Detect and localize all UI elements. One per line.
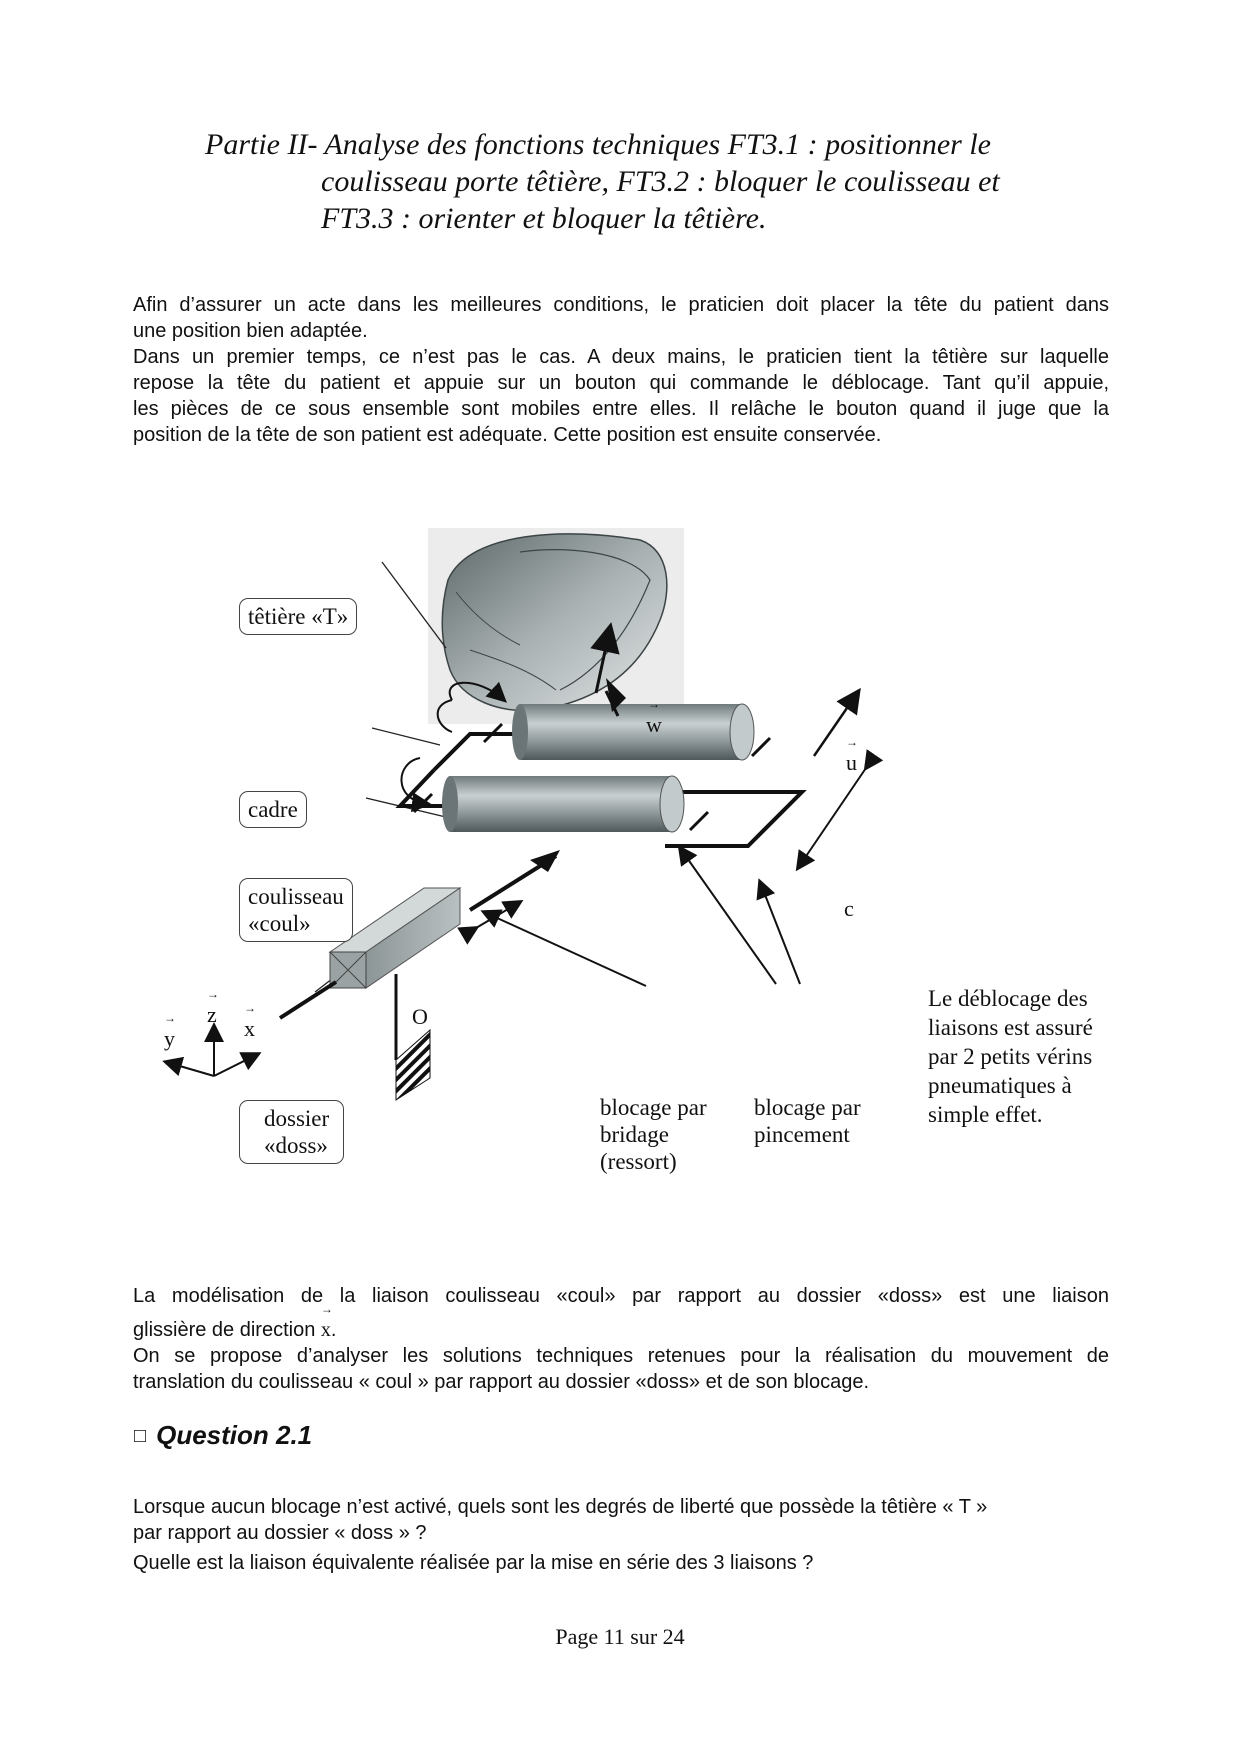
axis-y-label: → y: [164, 1026, 175, 1052]
callout-coulisseau: [239, 878, 353, 942]
c-dimension-arrow: [798, 768, 866, 868]
headrest-image: [428, 528, 684, 724]
callout-cadre: cadre: [239, 791, 307, 828]
question-checkbox: □: [134, 1425, 147, 1447]
page-footer: Page 11 sur 24: [555, 1624, 685, 1649]
dimension-c-label: c: [844, 896, 854, 921]
callout-dossier: [239, 1100, 344, 1164]
pointer-bridage: [484, 912, 646, 986]
upper-cylinder: [512, 704, 754, 760]
note-line-5: simple effet.: [928, 1102, 1043, 1127]
vector-u-label: → u: [846, 750, 857, 776]
note-line-3: par 2 petits vérins: [928, 1044, 1093, 1069]
question-label: Question 2.1: [156, 1420, 313, 1450]
intro-p2-line-2: repose la tête du patient et appuie sur un bouton qui commande le déblocage. Tant qu’il appuie,: [133, 372, 1109, 394]
question-line-2: par rapport au dossier « doss » ?: [133, 1522, 427, 1544]
vector-x-inline: → x: [321, 1317, 331, 1343]
question-line-1: Lorsque aucun blocage n’est activé, quels sont les degrés de liberté que possède la têtière « T »: [133, 1496, 988, 1518]
pincement-line-2: pincement: [754, 1122, 850, 1147]
modelisation-line-3: On se propose d’analyser les solutions techniques retenues pour la réalisation du mouvement de: [133, 1345, 1109, 1367]
note-line-2: liaisons est assuré: [928, 1015, 1093, 1040]
intro-p1-line-1: Afin d’assurer un acte dans les meilleures conditions, le praticien doit placer la tête du patient dans: [133, 294, 1109, 316]
intro-p2-line-3: les pièces de ce sous ensemble sont mobiles entre elles. Il relâche le bouton quand il juge que la: [133, 398, 1109, 420]
pointer-pincement-1: [680, 848, 776, 984]
bridage-line-3: (ressort): [600, 1149, 677, 1174]
callout-dossier-line-2: «doss»: [264, 1133, 328, 1158]
intro-p1-line-2: une position bien adaptée.: [133, 320, 368, 342]
label-blocage-pincement: [754, 1094, 861, 1148]
callout-tetiere: têtière «T»: [239, 598, 357, 635]
modelisation-line-2-text: glissière de direction: [133, 1319, 316, 1341]
intro-paragraph-2: [133, 344, 1109, 448]
vector-w-label: → w: [646, 712, 662, 738]
intro-p2-line-1: Dans un premier temps, ce n’est pas le cas. A deux mains, le praticien tient la têtière sur laquelle: [133, 346, 1109, 368]
modelisation-line-1: La modélisation de la liaison coulisseau «coul» par rapport au dossier «doss» est une liaison: [133, 1285, 1109, 1307]
callout-coulisseau-line-2: «coul»: [248, 911, 311, 936]
mechanism-diagram: [0, 500, 1240, 1220]
callout-coulisseau-line-1: coulisseau: [248, 884, 344, 909]
label-blocage-bridage: [600, 1094, 707, 1175]
origin-label: O: [412, 1004, 428, 1029]
note-deblocage: [928, 984, 1093, 1129]
leader-cadre: [372, 728, 440, 745]
bridage-line-2: bridage: [600, 1122, 669, 1147]
section-title: [205, 126, 1105, 237]
question-text: [133, 1494, 1109, 1576]
modelisation-paragraph: [133, 1283, 1109, 1395]
intro-paragraph-1: [133, 292, 1109, 344]
title-line-3: FT3.3 : orienter et bloquer la têtière.: [321, 202, 767, 235]
bridage-line-1: blocage par: [600, 1095, 707, 1120]
slide-shaft-lower: [280, 982, 336, 1018]
modelisation-line-4: translation du coulisseau « coul » par rapport au dossier «doss» et de son blocage.: [133, 1371, 870, 1393]
intro-p2-line-4: position de la tête de son patient est adéquate. Cette position est ensuite conservée.: [133, 424, 882, 446]
title-line-2: coulisseau porte têtière, FT3.2 : bloquer le coulisseau et: [321, 165, 1000, 198]
axis-x-label: → x: [244, 1016, 255, 1042]
modelisation-line-2: [133, 1317, 1109, 1343]
note-line-4: pneumatiques à: [928, 1073, 1072, 1098]
question-line-3: Quelle est la liaison équivalente réalisée par la mise en série des 3 liaisons ?: [133, 1552, 814, 1574]
title-line-1: Partie II- Analyse des fonctions techniques FT3.1 : positionner le: [205, 128, 991, 161]
translation-arrow: [476, 902, 520, 928]
pincement-line-1: blocage par: [754, 1095, 861, 1120]
note-line-1: Le déblocage des: [928, 986, 1088, 1011]
axis-z-label: → z: [207, 1002, 217, 1028]
dossier-ground-hatch: [396, 1030, 430, 1100]
modelisation-line-2-end: .: [330, 1319, 337, 1341]
lower-cylinder: [442, 776, 684, 832]
question-heading: [134, 1420, 312, 1451]
callout-dossier-line-1: dossier: [264, 1106, 330, 1131]
